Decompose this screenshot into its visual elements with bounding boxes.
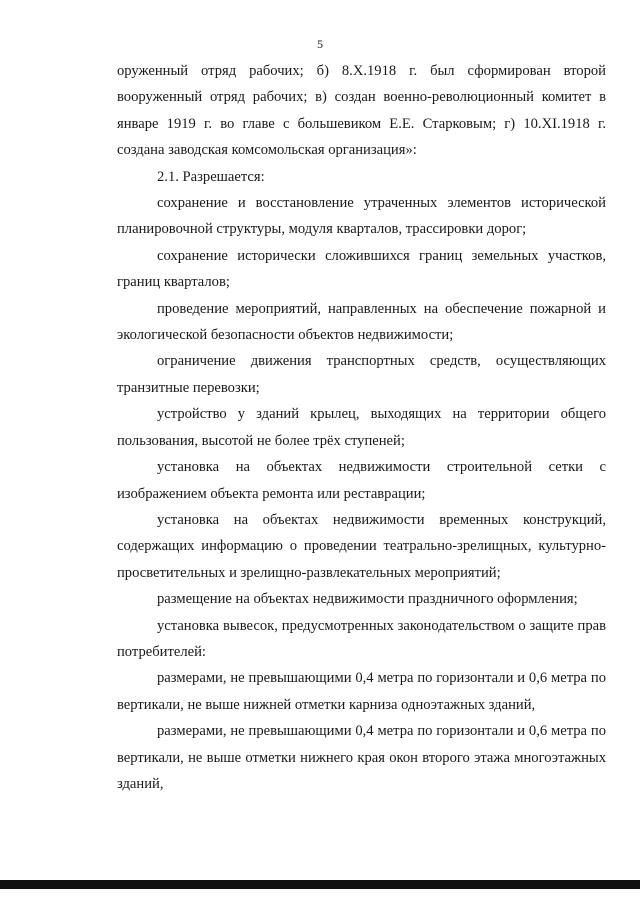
scan-bottom-edge <box>0 880 640 889</box>
list-item: размещение на объектах недвижимости праздничного оформления; <box>157 591 578 608</box>
list-item: установка вывесок, предусмотренных законодательством о защите прав потребителей: <box>117 617 606 660</box>
list-item: устройство у зданий крылец, выходящих на территории общего пользования, высотой не более трёх ступеней; <box>117 406 606 449</box>
list-item: проведение мероприятий, направленных на обеспечение пожарной и экологической безопасности объектов недвижимости; <box>117 300 606 344</box>
sub-list-item: размерами, не превышающими 0,4 метра по горизонтали и 0,6 метра по вертикали, не выше отметки нижнего края окон второго этажа многоэтажных зданий, <box>117 723 606 792</box>
section-heading: 2.1. Разрешается: <box>157 168 265 185</box>
list-item: установка на объектах недвижимости временных конструкций, содержащих информацию о проведении театрально-зрелищных, культурно-просветительных и зрелищно-развлекательных мероприятий; <box>117 511 606 581</box>
list-item: установка на объектах недвижимости строительной сетки с изображением объекта ремонта или реставрации; <box>117 459 606 502</box>
paragraph-continuation: оруженный отряд рабочих; б) 8.X.1918 г. был сформирован второй вооруженный отряд рабочих; в) создан военно-революционный комитет в январе 1919 г. во главе с большевиком Е.Е. Старковым; г) 10.XI.1918 г. создана заводская комсомольская организация»: <box>117 63 606 159</box>
document-body <box>117 58 606 797</box>
list-item: сохранение и восстановление утраченных элементов исторической планировочной структуры, модуля кварталов, трассировки дорог; <box>117 195 606 238</box>
page-number: 5 <box>317 37 323 51</box>
list-item: ограничение движения транспортных средств, осуществляющих транзитные перевозки; <box>117 353 606 396</box>
sub-list-item: размерами, не превышающими 0,4 метра по горизонтали и 0,6 метра по вертикали, не выше нижней отметки карниза одноэтажных зданий, <box>117 670 606 713</box>
list-item: сохранение исторически сложившихся границ земельных участков, границ кварталов; <box>117 247 606 291</box>
